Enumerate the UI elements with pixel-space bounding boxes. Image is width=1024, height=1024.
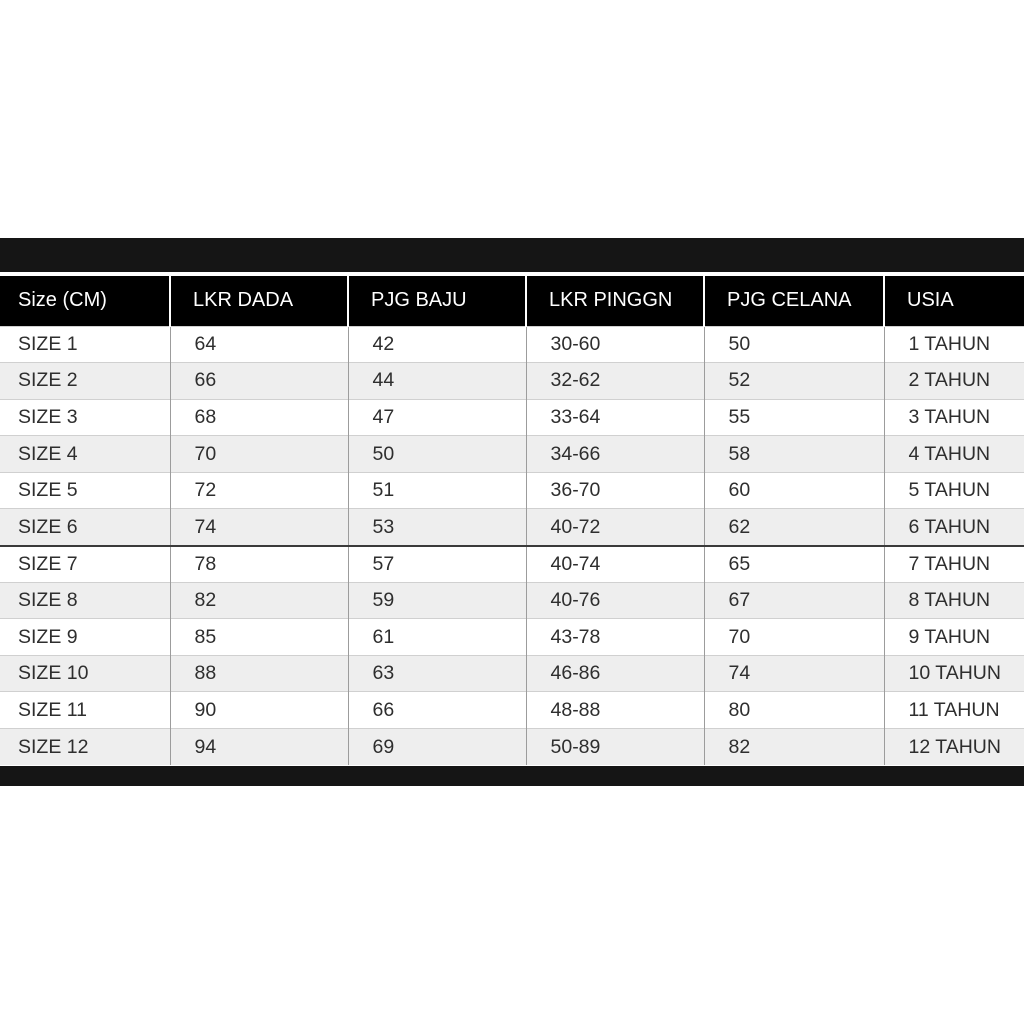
cell-size: SIZE 4 (0, 436, 170, 473)
cell-pjg-celana: 58 (704, 436, 884, 473)
cell-lkr-pinggn: 50-89 (526, 729, 704, 766)
cell-pjg-baju: 47 (348, 399, 526, 436)
top-black-band (0, 238, 1024, 272)
cell-lkr-dada: 66 (170, 363, 348, 400)
table-row (0, 399, 1024, 436)
cell-usia: 9 TAHUN (884, 619, 1024, 656)
size-chart-table (0, 276, 1024, 765)
header-pjg-celana: PJG CELANA (704, 276, 884, 326)
table-row (0, 582, 1024, 619)
cell-usia: 10 TAHUN (884, 655, 1024, 692)
table-row (0, 729, 1024, 766)
table-header (0, 276, 1024, 326)
cell-lkr-dada: 64 (170, 326, 348, 363)
cell-size: SIZE 8 (0, 582, 170, 619)
table-row (0, 546, 1024, 583)
cell-pjg-baju: 42 (348, 326, 526, 363)
table-row (0, 363, 1024, 400)
cell-size: SIZE 1 (0, 326, 170, 363)
cell-usia: 3 TAHUN (884, 399, 1024, 436)
header-row (0, 276, 1024, 326)
cell-usia: 11 TAHUN (884, 692, 1024, 729)
cell-lkr-dada: 85 (170, 619, 348, 656)
cell-size: SIZE 11 (0, 692, 170, 729)
header-lkr-pinggn: LKR PINGGN (526, 276, 704, 326)
header-size: Size (CM) (18, 289, 107, 312)
cell-pjg-baju: 44 (348, 363, 526, 400)
cell-pjg-baju: 59 (348, 582, 526, 619)
cell-size: SIZE 2 (0, 363, 170, 400)
table-row (0, 619, 1024, 656)
header-pjg-baju: PJG BAJU (348, 276, 526, 326)
cell-size: SIZE 12 (0, 729, 170, 766)
cell-pjg-baju: 57 (348, 546, 526, 583)
cell-pjg-baju: 63 (348, 655, 526, 692)
cell-lkr-pinggn: 30-60 (526, 326, 704, 363)
table-row (0, 326, 1024, 363)
cell-lkr-dada: 94 (170, 729, 348, 766)
cell-pjg-celana: 80 (704, 692, 884, 729)
cell-usia: 5 TAHUN (884, 472, 1024, 509)
cell-size: SIZE 9 (0, 619, 170, 656)
cell-lkr-dada: 72 (170, 472, 348, 509)
cell-pjg-celana: 52 (704, 363, 884, 400)
cell-pjg-celana: 70 (704, 619, 884, 656)
cell-lkr-dada: 88 (170, 655, 348, 692)
cell-usia: 8 TAHUN (884, 582, 1024, 619)
cell-lkr-pinggn: 40-72 (526, 509, 704, 546)
cell-pjg-baju: 61 (348, 619, 526, 656)
table-row (0, 655, 1024, 692)
bottom-black-band (0, 766, 1024, 786)
cell-size: SIZE 10 (0, 655, 170, 692)
cell-pjg-celana: 62 (704, 509, 884, 546)
cell-pjg-celana: 67 (704, 582, 884, 619)
cell-pjg-celana: 60 (704, 472, 884, 509)
cell-lkr-dada: 82 (170, 582, 348, 619)
header-usia: USIA (884, 276, 1024, 326)
cell-usia: 12 TAHUN (884, 729, 1024, 766)
cell-lkr-pinggn: 46-86 (526, 655, 704, 692)
cell-lkr-pinggn: 34-66 (526, 436, 704, 473)
cell-size: SIZE 3 (0, 399, 170, 436)
cell-size: SIZE 6 (0, 509, 170, 546)
cell-lkr-pinggn: 32-62 (526, 363, 704, 400)
cell-usia: 6 TAHUN (884, 509, 1024, 546)
cell-pjg-celana: 50 (704, 326, 884, 363)
cell-lkr-dada: 90 (170, 692, 348, 729)
cell-usia: 1 TAHUN (884, 326, 1024, 363)
cell-size: SIZE 7 (0, 546, 170, 583)
cell-lkr-pinggn: 40-76 (526, 582, 704, 619)
cell-lkr-dada: 78 (170, 546, 348, 583)
cell-usia: 7 TAHUN (884, 546, 1024, 583)
cell-pjg-baju: 66 (348, 692, 526, 729)
table-row (0, 692, 1024, 729)
table-row (0, 509, 1024, 546)
table-row (0, 436, 1024, 473)
header-lkr-dada: LKR DADA (170, 276, 348, 326)
cell-lkr-pinggn: 48-88 (526, 692, 704, 729)
cell-pjg-celana: 55 (704, 399, 884, 436)
cell-lkr-dada: 68 (170, 399, 348, 436)
table-body (0, 326, 1024, 765)
cell-pjg-baju: 50 (348, 436, 526, 473)
cell-lkr-pinggn: 43-78 (526, 619, 704, 656)
cell-pjg-baju: 53 (348, 509, 526, 546)
cell-lkr-dada: 74 (170, 509, 348, 546)
table-row (0, 472, 1024, 509)
cell-pjg-celana: 74 (704, 655, 884, 692)
cell-pjg-celana: 82 (704, 729, 884, 766)
cell-usia: 2 TAHUN (884, 363, 1024, 400)
cell-pjg-baju: 51 (348, 472, 526, 509)
cell-lkr-pinggn: 36-70 (526, 472, 704, 509)
cell-lkr-pinggn: 33-64 (526, 399, 704, 436)
cell-size: SIZE 5 (0, 472, 170, 509)
cell-pjg-celana: 65 (704, 546, 884, 583)
cell-pjg-baju: 69 (348, 729, 526, 766)
cell-usia: 4 TAHUN (884, 436, 1024, 473)
cell-lkr-dada: 70 (170, 436, 348, 473)
cell-lkr-pinggn: 40-74 (526, 546, 704, 583)
